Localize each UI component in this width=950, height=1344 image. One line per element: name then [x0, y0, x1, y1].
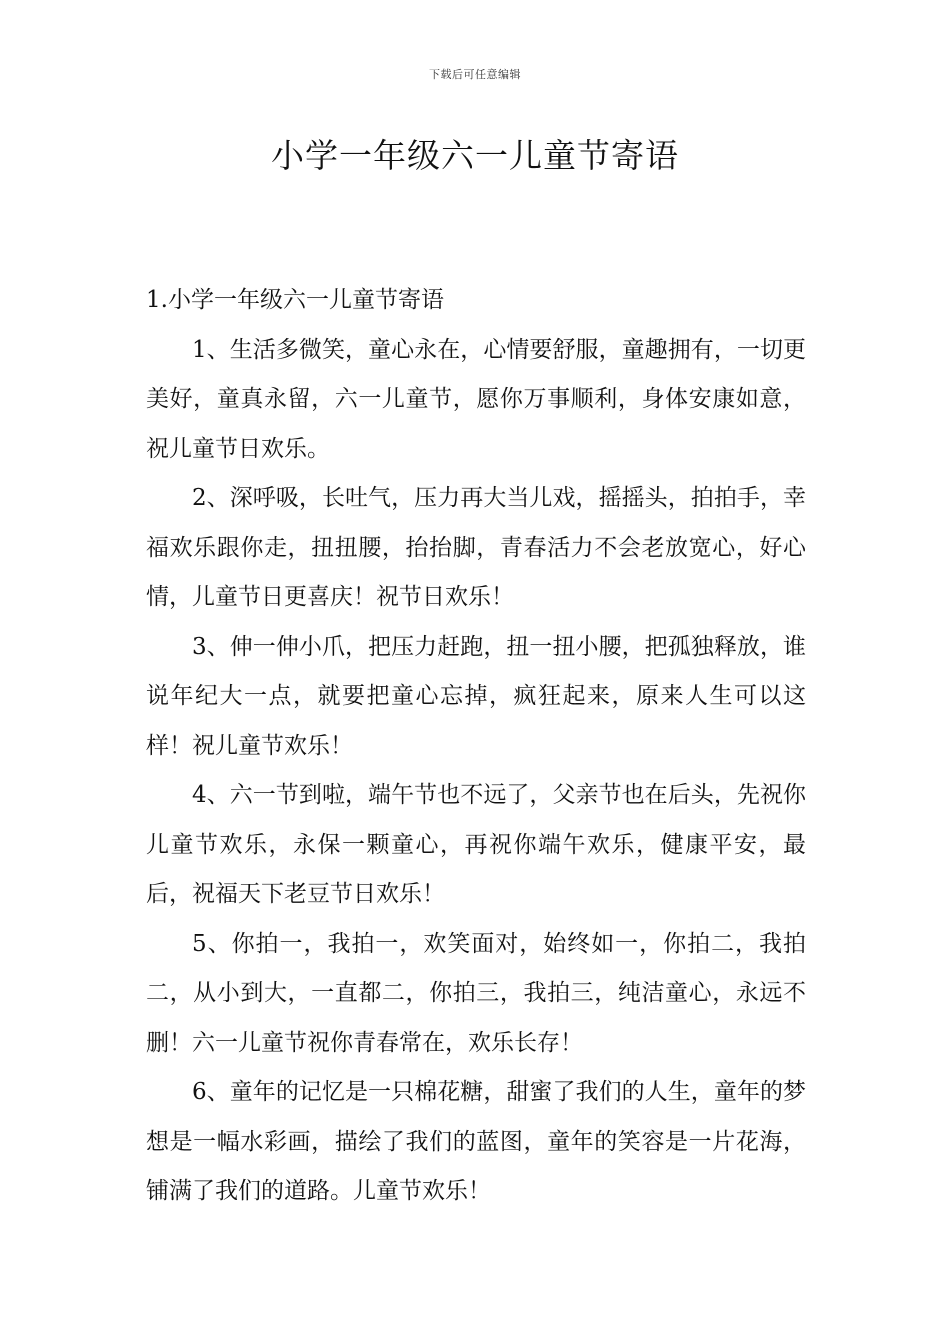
wish-item: 3、伸一伸小爪，把压力赶跑，扭一扭小腰，把孤独释放，谁说年纪大一点，就要把童心忘掉，疯狂起来，原来人生可以这样！祝儿童节欢乐！: [146, 633, 806, 759]
wish-item: 1、生活多微笑，童心永在，心情要舒服，童趣拥有，一切更美好，童真永留，六一儿童节，愿你万事顺利，身体安康如意，祝儿童节日欢乐。: [146, 336, 806, 462]
wish-item: 2、深呼吸，长吐气，压力再大当儿戏，摇摇头，拍拍手，幸福欢乐跟你走，扭扭腰，抬抬脚，青春活力不会老放宽心，好心情，儿童节日更喜庆！祝节日欢乐！: [146, 485, 806, 610]
wish-item: 5、你拍一，我拍一，欢笑面对，始终如一，你拍二，我拍二，从小到大，一直都二，你拍三，我拍三，纯洁童心，永远不删！六一儿童节祝你青春常在，欢乐长存！: [146, 930, 806, 1056]
document-title: 小学一年级六一儿童节寄语: [271, 136, 679, 175]
wish-item: 6、童年的记忆是一只棉花糖，甜蜜了我们的人生，童年的梦想是一幅水彩画，描绘了我们的蓝图，童年的笑容是一片花海，铺满了我们的道路。儿童节欢乐！: [146, 1079, 806, 1204]
header-note: 下载后可任意编辑: [429, 68, 521, 81]
wish-item: 4、六一节到啦，端午节也不远了，父亲节也在后头，先祝你儿童节欢乐，永保一颗童心，再祝你端午欢乐，健康平安，最后，祝福天下老豆节日欢乐！: [146, 782, 806, 907]
document-body: [146, 276, 806, 1217]
section-heading: 1.小学一年级六一儿童节寄语: [146, 287, 444, 313]
